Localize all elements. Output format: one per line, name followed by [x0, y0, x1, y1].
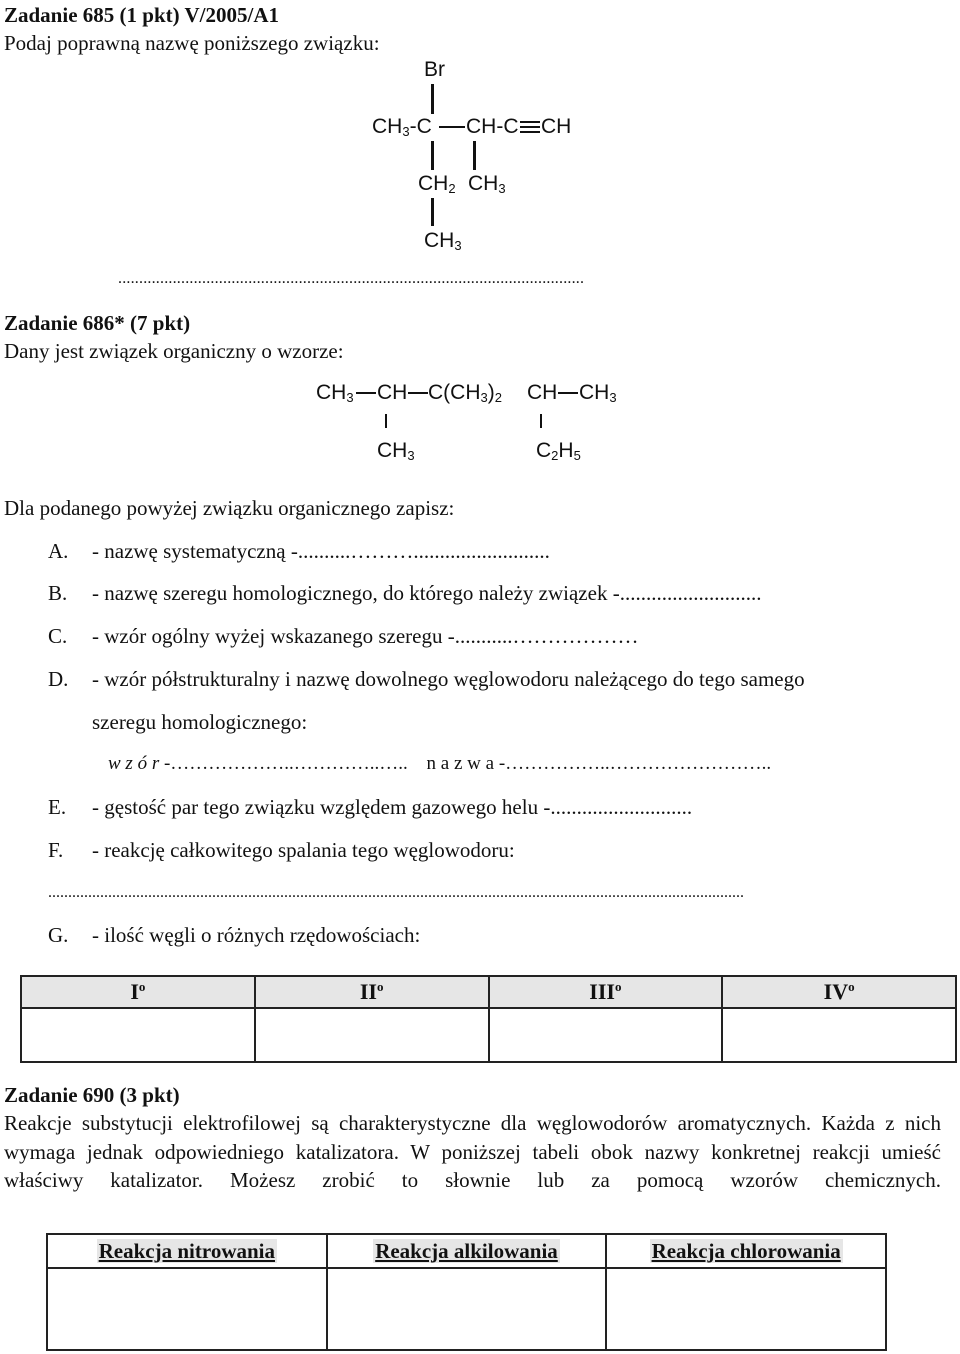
bond-line [540, 414, 542, 428]
item-d-answer-row [108, 751, 771, 777]
item-a-answer-line: ..........……….......................... [297, 539, 550, 563]
task686-prompt: Dany jest związek organiczny o wzorze: [4, 339, 344, 363]
main-chain-start: $CH_3-C$ [372, 115, 432, 139]
formula-ethyl-substituent: $C_2H_5$ [536, 439, 581, 463]
grade-header-3: III$^o$ [489, 976, 723, 1008]
triple-bond-line [520, 131, 540, 133]
nazwa-answer-line: ……………..…………………….. [505, 753, 772, 774]
catalyst-answer-cell[interactable] [327, 1268, 607, 1350]
item-c-answer-line: ...........……………… [454, 624, 639, 648]
task685-title: Zadanie 685 [4, 3, 115, 27]
bond-line [356, 392, 376, 394]
ch3-branch: $CH_3$ [468, 172, 506, 196]
formula-ch-2: CH [527, 381, 558, 404]
carbon-order-table [20, 975, 957, 1063]
ch3-terminal: $CH_3$ [424, 229, 462, 253]
formula-ch3-end: $CH_3$ [579, 381, 617, 405]
formula-quaternary-carbon: $C(CH_3)_2$ [428, 381, 502, 405]
catalyst-answer-cell[interactable] [606, 1268, 886, 1350]
item-b: - nazwę szeregu homologicznego, do którego należy związek -........................... [92, 581, 762, 605]
item-c-letter: C. [48, 624, 68, 648]
column-nitration: Reakcja nitrowania [47, 1234, 327, 1268]
formula-ch3-start: $CH_3$ [316, 381, 354, 405]
item-a: - nazwę systematyczną -..........……….......................... [92, 539, 550, 563]
item-b-answer-line: ........................... [619, 581, 762, 605]
grade-header-2: $II^o$ [255, 976, 489, 1008]
triple-bond-line [520, 126, 540, 128]
catalyst-answer-cell[interactable] [47, 1268, 327, 1350]
item-b-letter: B. [48, 581, 68, 605]
task685-prompt: Podaj poprawną nazwę poniższego związku: [4, 31, 380, 55]
item-d: - wzór półstrukturalny i nazwę dowolnego węglowodoru należącego do tego samego [92, 667, 805, 691]
task690-heading [4, 1082, 180, 1108]
column-alkylation: Reakcja alkilowania [327, 1234, 607, 1268]
item-e-letter: E. [48, 795, 67, 819]
task685-answer-line: ............................................................................................................... [118, 270, 585, 287]
task685-meta: (1 pkt) V/2005/A1 [119, 3, 279, 27]
item-c: - wzór ogólny wyżej wskazanego szeregu -...........……………… [92, 624, 639, 648]
ch2-group: $CH_2$ [418, 172, 456, 196]
wzor-answer-line: ………………..…………..….. [170, 753, 408, 774]
bond-line [558, 392, 578, 394]
item-e-answer-line: ........................... [550, 795, 693, 819]
task686-heading [4, 310, 190, 336]
item-d-continued: szeregu homologicznego: [92, 710, 308, 734]
main-chain-end: CH [541, 115, 572, 138]
task690-meta: (3 pkt) [119, 1083, 180, 1107]
item-a-letter: A. [48, 539, 69, 563]
task686-title: Zadanie 686* [4, 311, 125, 335]
bond-line [439, 126, 465, 128]
bond-line [431, 141, 434, 170]
main-chain-middle: CH-C [466, 115, 519, 138]
bond-line [431, 198, 434, 226]
item-f: - reakcję całkowitego spalania tego węglowodoru: [92, 838, 515, 862]
task690-title: Zadanie 690 [4, 1083, 115, 1107]
grade-answer-cell[interactable] [722, 1008, 956, 1062]
triple-bond-line [520, 121, 540, 123]
bond-line [408, 392, 428, 394]
grade-answer-cell[interactable] [21, 1008, 255, 1062]
task690-text: Reakcje substytucji elektrofilowej są charakterystyczne dla węglowodorów aromatycznych. Każda z nich wymaga jednak odpowiedniego katalizatora. W poniższej tabeli obok nazwy konkretnej reakcji umieść właściwy katalizator. Możesz zrobić to słownie lub za pomocą wzorów chemicznych. [4, 1111, 941, 1192]
item-f-answer-line: .............................................................................................................................................................................. [48, 884, 744, 901]
column-chlorination: Reakcja chlorowania [606, 1234, 886, 1268]
bond-line [385, 414, 387, 428]
task686-instruction: Dla podanego powyżej związku organicznego zapisz: [4, 496, 455, 520]
item-g-letter: G. [48, 923, 69, 947]
grade-answer-cell[interactable] [255, 1008, 489, 1062]
formula-methyl-substituent: $CH_3$ [377, 439, 415, 463]
item-g: - ilość węgli o różnych rzędowościach: [92, 923, 421, 947]
grade-answer-cell[interactable] [489, 1008, 723, 1062]
catalyst-table [46, 1233, 887, 1351]
task686-meta: (7 pkt) [130, 311, 191, 335]
grade-header-1: $I^o$ [21, 976, 255, 1008]
bromine-label: Br [424, 58, 445, 81]
formula-ch-1: CH [377, 381, 408, 404]
item-d-letter: D. [48, 667, 69, 691]
item-f-letter: F. [48, 838, 64, 862]
wzor-label: w z ó r - [108, 753, 171, 774]
grade-header-4: $IV^o$ [722, 976, 956, 1008]
item-e: - gęstość par tego związku względem gazowego helu -........................... [92, 795, 693, 819]
bond-line [473, 141, 476, 170]
bond-line [431, 84, 434, 114]
nazwa-label: n a z w a - [426, 753, 506, 774]
task685-heading [4, 2, 279, 28]
